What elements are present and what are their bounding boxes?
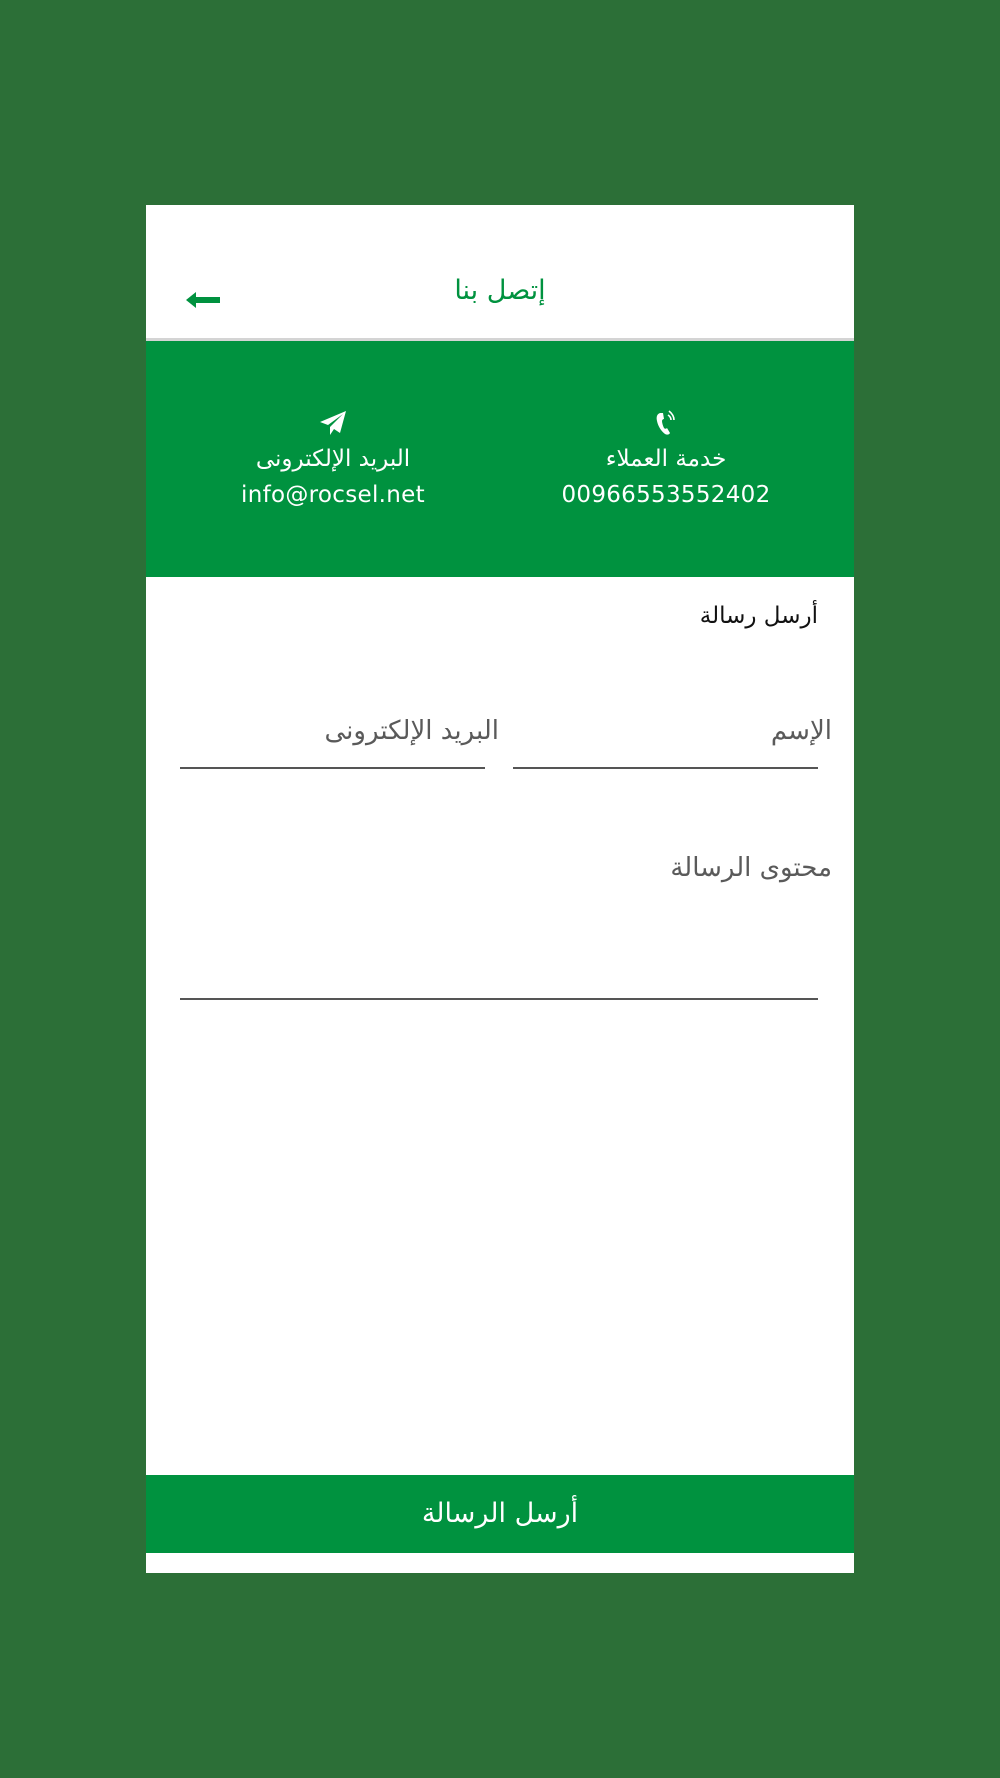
customer-service-label: خدمة العملاء xyxy=(605,446,727,472)
name-input[interactable] xyxy=(527,711,832,751)
customer-service-info xyxy=(516,409,816,510)
email-field xyxy=(180,705,485,769)
contact-info-band xyxy=(146,341,854,577)
email-input[interactable] xyxy=(194,711,499,751)
send-message-button[interactable]: أرسل الرسالة xyxy=(146,1475,854,1553)
email-info xyxy=(183,409,483,510)
contact-screen xyxy=(146,205,854,1573)
email-value[interactable]: info@rocsel.net xyxy=(241,482,425,508)
message-input[interactable] xyxy=(194,853,832,973)
customer-service-phone[interactable]: 00966553552402 xyxy=(561,482,771,508)
phone-icon xyxy=(652,409,680,437)
app-header xyxy=(146,205,854,341)
send-message-heading: أرسل رسالة xyxy=(699,603,818,629)
paper-plane-icon xyxy=(319,409,347,437)
page-title: إتصل بنا xyxy=(454,275,546,306)
email-label: البريد الإلكترونى xyxy=(255,446,411,472)
message-field xyxy=(180,845,818,1000)
name-field xyxy=(513,705,818,769)
